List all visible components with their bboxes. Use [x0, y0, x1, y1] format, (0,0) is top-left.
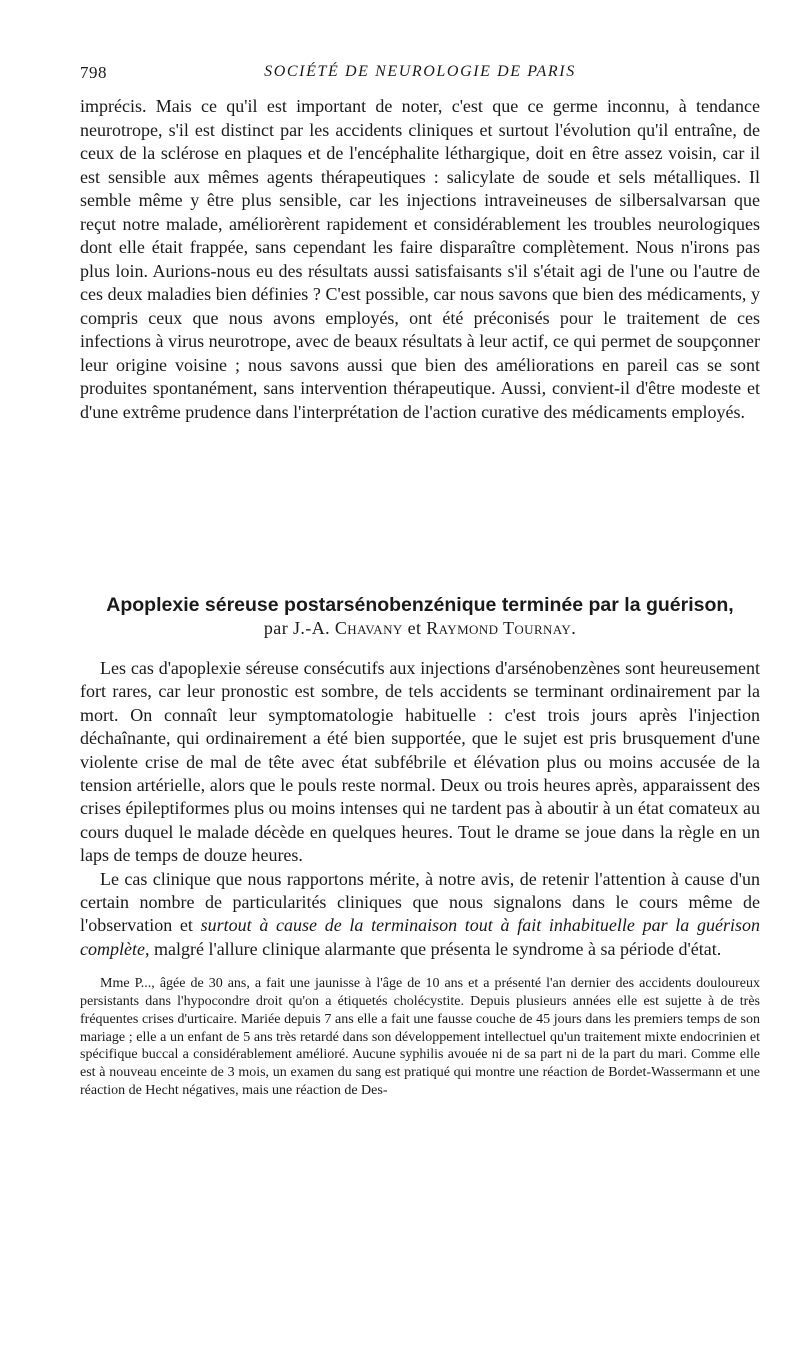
- paragraph-text: , malgré l'allure clinique alarmante que présenta le syndrome à sa période d'état.: [144, 938, 722, 959]
- article-byline: [80, 617, 760, 639]
- continuation-paragraph: imprécis. Mais ce qu'il est important de noter, c'est que ce germe inconnu, à tendance neurotrope, s'il est distinct par les accidents cliniques et surtout l'évolution qu'il entraîne, de ceux de la sclérose en plaques et de l'encéphalite léthargique, doit en être assez voisin, car il est sensible aux mêmes agents thérapeutiques : salicylate de soude et sels métalliques. Il semble même y être plus sensible, car les injections intraveineuses de silbersalvarsan que reçut notre malade, améliorèrent rapidement et considérablement les troubles neurologiques dont elle était frappée, sans cependant les faire disparaître complètement. Nous n'irons pas plus loin. Aurions-nous eu des résultats aussi satisfaisants s'il s'était agi de l'une ou l'autre de ces deux maladies bien définies ? C'est possible, car nous savons que bien des médicaments, y compris ceux que nous avons employés, ont été préconisés pour le traitement de ces infections à virus neurotrope, avec de beaux résultats à leur actif, ce qui permet de soupçonner leur origine voisine ; nous savons aussi que bien des améliorations en pareil cas se sont produites spontanément, sans intervention thérapeutique. Aussi, convient-il d'être modeste et d'une extrême prudence dans l'interprétation de l'action curative des médicaments employés.: [80, 96, 760, 422]
- article-title: Apoplexie séreuse postarsénobenzénique terminée par la guérison,: [106, 594, 734, 616]
- paragraph-text: Le cas clinique que nous rapportons mérite, à notre avis, de retenir l'attention à cause d'un certain nombre de particularités cliniques que nous signalons dans le cours même de l'observation et: [80, 868, 760, 936]
- byline-prefix: par J.-A.: [263, 618, 335, 638]
- emphasized-text: surtout à cause de la terminaison tout à fait inhabituelle par la guérison complète: [80, 915, 761, 959]
- continuation-text: [80, 95, 760, 424]
- author-name: Chavany: [334, 618, 403, 638]
- case-observation-paragraph: Mme P..., âgée de 30 ans, a fait une jaunisse à l'âge de 10 ans et a présenté l'an dernier des accidents douloureux persistants dans l'hypocondre droit qu'on a étiquetés cholécystite. Depuis plusieurs années elle est sujette à de très fréquentes crises d'urticaire. Mariée depuis 7 ans elle a fait une fausse couche de 45 jours dans les premiers temps de son mariage ; elle a un enfant de 5 ans très retardé dans son développement intellectuel qu'un traitement mixte endocrinien et spécifique buccal a considérablement amélioré. Aucune syphilis avouée ni de sa part ni de la part du mari. Comme elle est à nouveau enceinte de 3 mois, un examen du sang est pratiqué qui montre une réaction de Bordet-Wassermann et une réaction de Hecht négatives, mais une réaction de Des-: [80, 976, 760, 1099]
- page-number: 798: [80, 63, 107, 82]
- author-name: Raymond Tournay: [426, 618, 572, 638]
- byline-suffix: .: [571, 618, 577, 638]
- page-header: [80, 63, 760, 85]
- article-paragraph: Les cas d'apoplexie séreuse consécutifs aux injections d'arsénobenzènes sont heureusement fort rares, car leur pronostic est sombre, de tels accidents se terminant ordinairement par la mort. On connaît leur symptomatologie habituelle : c'est trois jours après l'injection déchaînante, qui ordinairement a été bien supportée, que le sujet est pris brusquement d'une violente crise de mal de tête avec état subfébrile et élévation plus ou moins accusée de la tension artérielle, alors que le pouls reste normal. Deux ou trois heures après, apparaissent des crises épileptiformes plus ou moins intenses qui ne tardent pas à aboutir à un état comateux au cours duquel le malade décède en quelques heures. Tout le drame se joue dans la règle en un laps de temps de douze heures.: [80, 658, 760, 866]
- running-head: SOCIÉTÉ DE NEUROLOGIE DE PARIS: [264, 63, 576, 80]
- article-section: [80, 593, 760, 1100]
- byline-join: et: [402, 618, 427, 638]
- article-paragraph: [80, 868, 760, 962]
